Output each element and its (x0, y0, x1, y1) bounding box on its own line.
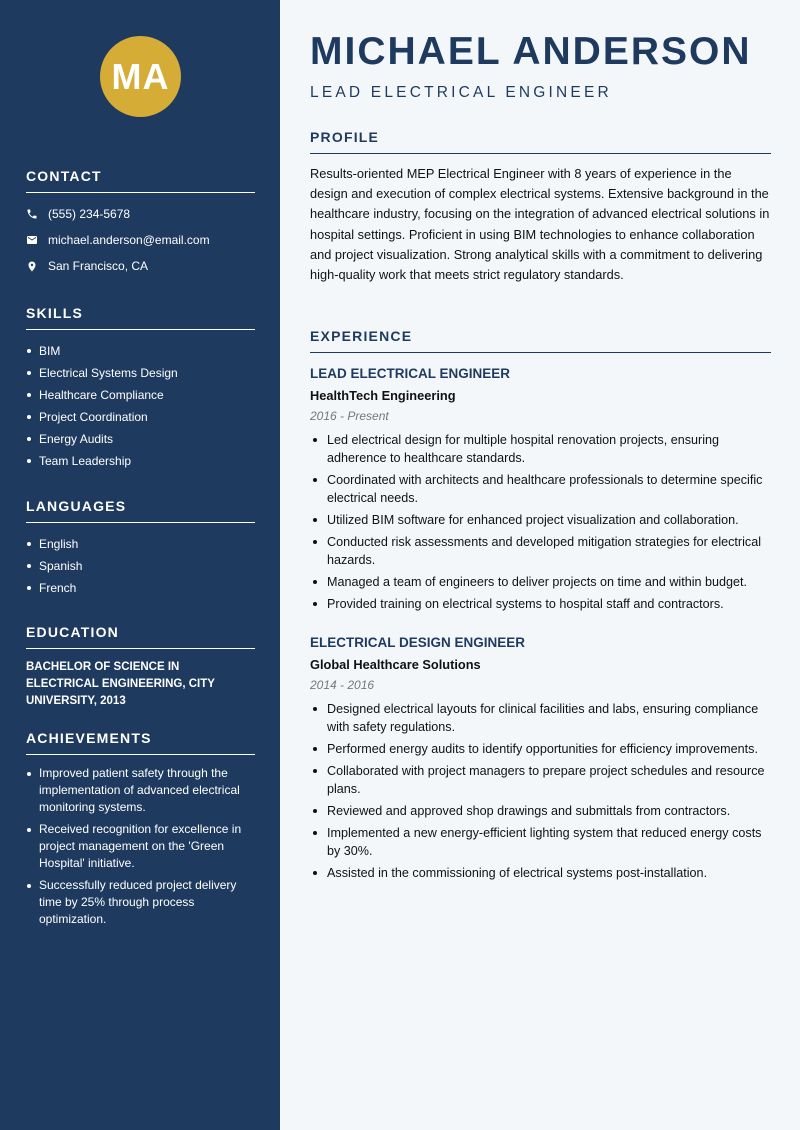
job-bullet: Reviewed and approved shop drawings and submittals from contractors. (310, 802, 771, 820)
profile-heading: PROFILE (310, 129, 771, 154)
contact-location (26, 253, 255, 279)
contact-section (26, 168, 255, 279)
job-company: HealthTech Engineering (310, 388, 456, 403)
job-dates: 2016 - Present (310, 409, 389, 423)
skill-item: Energy Audits (26, 428, 255, 450)
achievement-item: Received recognition for excellence in project management on the 'Green Hospital' initiative. (26, 821, 255, 872)
experience-heading: EXPERIENCE (310, 328, 771, 353)
languages-heading: LANGUAGES (26, 498, 255, 523)
job-entry (310, 366, 771, 617)
languages-list (26, 533, 255, 599)
job-bullets (310, 431, 771, 613)
language-item: Spanish (26, 555, 255, 577)
education-section (26, 624, 255, 710)
skill-item: Healthcare Compliance (26, 384, 255, 406)
candidate-name: MICHAEL ANDERSON (310, 30, 752, 73)
skills-list (26, 340, 255, 472)
job-bullet: Provided training on electrical systems to hospital staff and contractors. (310, 595, 771, 613)
job-bullet: Implemented a new energy-efficient lighting system that reduced energy costs by 30%. (310, 824, 771, 860)
language-item: French (26, 577, 255, 599)
job-bullet: Conducted risk assessments and developed mitigation strategies for electrical hazards. (310, 533, 771, 569)
job-title: LEAD ELECTRICAL ENGINEER (310, 366, 511, 381)
avatar-initials: MA (111, 55, 170, 97)
job-entry (310, 635, 771, 886)
achievement-item: Improved patient safety through the implementation of advanced electrical monitoring systems. (26, 765, 255, 816)
skills-heading: SKILLS (26, 305, 255, 330)
candidate-title: LEAD ELECTRICAL ENGINEER (310, 84, 612, 101)
skill-item: BIM (26, 340, 255, 362)
job-bullet: Coordinated with architects and healthcare professionals to determine specific electrical needs. (310, 471, 771, 507)
phone-text: (555) 234-5678 (48, 207, 131, 221)
job-bullet: Utilized BIM software for enhanced project visualization and collaboration. (310, 511, 771, 529)
skills-section (26, 305, 255, 472)
phone-icon (26, 208, 48, 220)
job-bullet: Assisted in the commissioning of electrical systems post-installation. (310, 864, 771, 882)
job-bullet: Designed electrical layouts for clinical facilities and labs, ensuring compliance with safety regulations. (310, 700, 771, 736)
contact-phone (26, 201, 255, 227)
achievements-heading: ACHIEVEMENTS (26, 730, 255, 755)
achievements-section (26, 730, 255, 933)
location-text: San Francisco, CA (48, 259, 149, 273)
job-company: Global Healthcare Solutions (310, 657, 481, 672)
avatar (100, 36, 181, 117)
achievements-list (26, 765, 255, 928)
job-bullet: Managed a team of engineers to deliver projects on time and within budget. (310, 573, 771, 591)
contact-email (26, 227, 255, 253)
contact-heading: CONTACT (26, 168, 255, 193)
job-bullet: Collaborated with project managers to prepare project schedules and resource plans. (310, 762, 771, 798)
job-bullet: Performed energy audits to identify opportunities for efficiency improvements. (310, 740, 771, 758)
language-item: English (26, 533, 255, 555)
location-pin-icon (26, 260, 48, 273)
job-dates: 2014 - 2016 (310, 678, 375, 692)
job-bullet: Led electrical design for multiple hospital renovation projects, ensuring adherence to healthcare standards. (310, 431, 771, 467)
email-icon (26, 234, 48, 246)
skill-item: Electrical Systems Design (26, 362, 255, 384)
education-heading: EDUCATION (26, 624, 255, 649)
profile-summary: Results-oriented MEP Electrical Engineer with 8 years of experience in the design and execution of complex electrical systems. Extensive background in the healthcare industry, focusing on the integration of advanced electrical solutions in hospital settings. Proficient in using BIM technologies to enhance collaboration and project visualization. Strong analytical skills with a commitment to delivering high-quality work that meets strict regulatory standards. (310, 166, 770, 283)
email-text: michael.anderson@email.com (48, 233, 210, 247)
job-bullets (310, 700, 771, 882)
skill-item: Team Leadership (26, 450, 255, 472)
achievement-item: Successfully reduced project delivery time by 25% through process optimization. (26, 877, 255, 928)
sidebar (0, 0, 280, 1130)
job-title: ELECTRICAL DESIGN ENGINEER (310, 635, 526, 650)
skill-item: Project Coordination (26, 406, 255, 428)
education-degree: BACHELOR OF SCIENCE IN ELECTRICAL ENGINEERING, CITY UNIVERSITY, 2013 (26, 661, 215, 707)
languages-section (26, 498, 255, 599)
